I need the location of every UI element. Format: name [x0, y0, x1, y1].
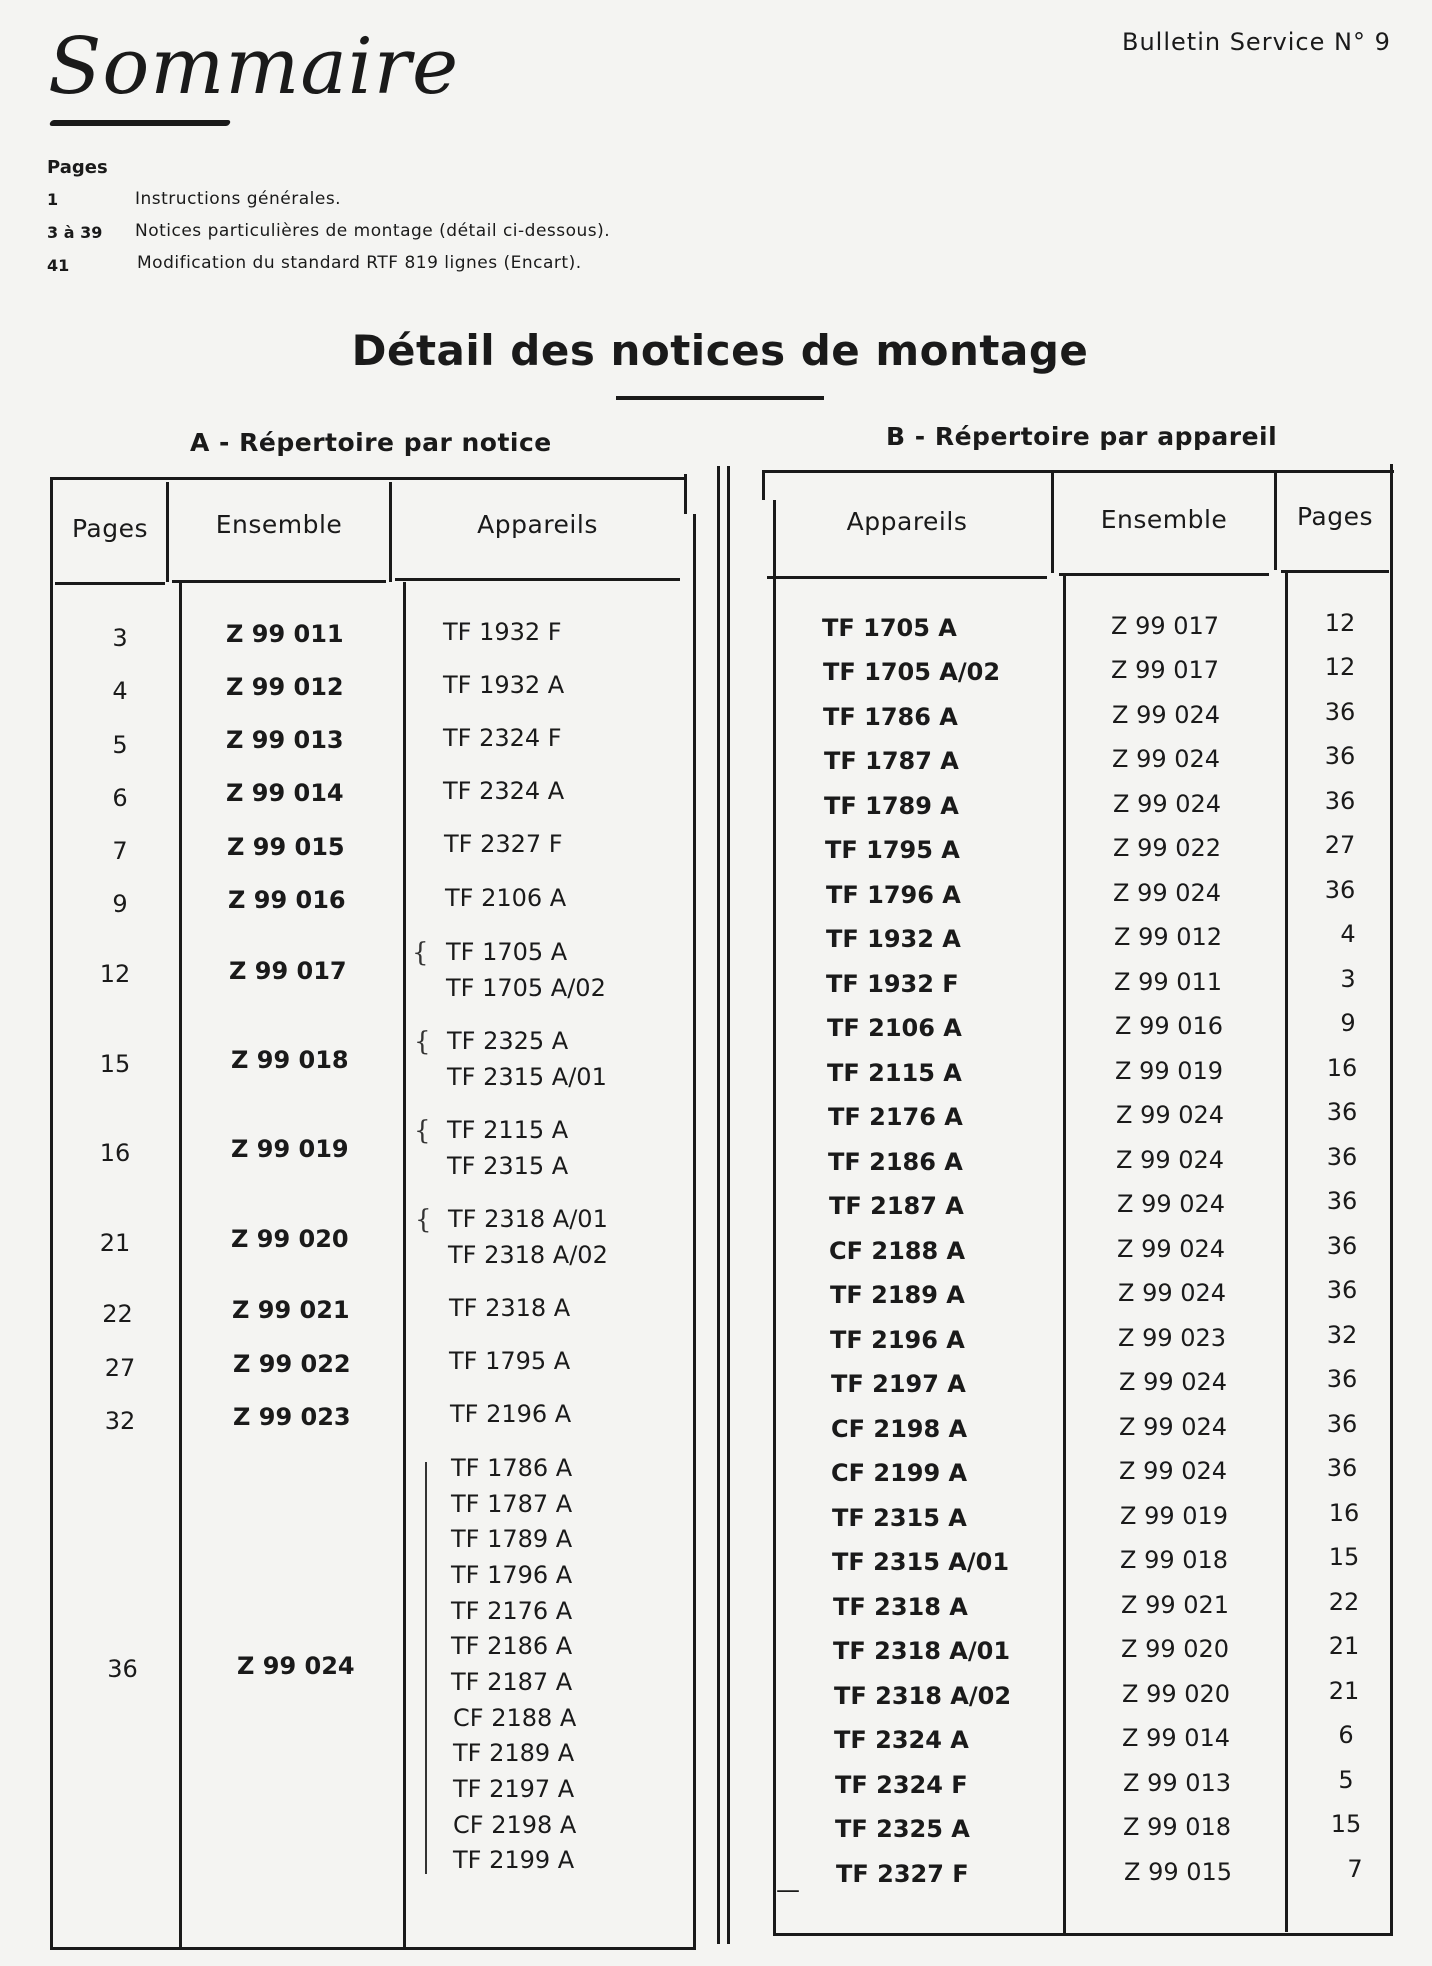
table-a-appareil: CF 2188 A: [453, 1704, 577, 1732]
table-b-ensemble: Z 99 020: [1121, 1635, 1230, 1663]
table-b-ensemble: Z 99 023: [1118, 1324, 1227, 1352]
table-b-ensemble: Z 99 013: [1123, 1769, 1232, 1797]
table-b-ensemble: Z 99 022: [1113, 834, 1222, 862]
table-a-ensemble: Z 99 018: [231, 1046, 349, 1074]
table-a-appareil: TF 2318 A: [449, 1294, 571, 1322]
table-b-ensemble: Z 99 015: [1124, 1858, 1233, 1886]
table-a-appareil: TF 2176 A: [451, 1597, 573, 1625]
table-a-ensemble: Z 99 024: [237, 1652, 355, 1680]
table-a-appareil: TF 2324 A: [443, 777, 565, 805]
table-b-page: 4: [1340, 920, 1356, 948]
table-b-page: 36: [1326, 1098, 1358, 1126]
table-b-page: 12: [1324, 609, 1356, 637]
table-a-page: 12: [99, 960, 131, 988]
table-b-page: 15: [1328, 1543, 1360, 1571]
table-b-page: 36: [1326, 1365, 1358, 1393]
table-a-page: 9: [112, 890, 128, 918]
table-a-ensemble: Z 99 019: [231, 1135, 349, 1163]
table-b-ensemble: Z 99 024: [1113, 790, 1222, 818]
bulletin-label: Bulletin Service N° 9: [1122, 28, 1391, 56]
table-a-appareil: TF 2187 A: [451, 1668, 573, 1696]
table-b-appareil: TF 2315 A: [832, 1504, 967, 1532]
table-a-ensemble: Z 99 021: [232, 1296, 350, 1324]
table-a-appareil: TF 2318 A/01: [448, 1205, 608, 1233]
table-b-ensemble: Z 99 024: [1118, 1279, 1227, 1307]
table-b-header-appareils: Appareils: [846, 507, 968, 536]
table-a-ensemble: Z 99 013: [226, 726, 344, 754]
section-heading: Détail des notices de montage: [351, 326, 1089, 375]
table-a-appareil: TF 2327 F: [444, 830, 563, 858]
table-a-appareil: TF 2199 A: [453, 1846, 575, 1874]
table-b-appareil: TF 1795 A: [825, 836, 960, 864]
toc-text: Instructions générales.: [135, 189, 342, 209]
table-b-page: 21: [1328, 1677, 1360, 1705]
table-a-appareil: TF 2315 A/01: [447, 1063, 607, 1091]
table-a-appareil: TF 2315 A: [447, 1152, 569, 1180]
table-b-appareil: CF 2198 A: [831, 1415, 968, 1443]
arrow-mark-icon: —: [776, 1876, 800, 1904]
table-b-ensemble: Z 99 021: [1121, 1591, 1230, 1619]
table-b-appareil: TF 1932 F: [826, 970, 959, 998]
table-b-ensemble: Z 99 017: [1111, 656, 1220, 684]
table-b-ensemble: Z 99 024: [1116, 1146, 1225, 1174]
table-b-page: 36: [1324, 742, 1356, 770]
table-a-ensemble: Z 99 020: [231, 1225, 349, 1253]
table-b-ensemble: Z 99 024: [1117, 1190, 1226, 1218]
table-a-appareil: TF 2106 A: [445, 884, 567, 912]
table-b-appareil: TF 2327 F: [836, 1860, 969, 1888]
table-b-appareil: TF 2324 F: [835, 1771, 968, 1799]
table-b-ensemble: Z 99 024: [1112, 701, 1221, 729]
toc-text: Modification du standard RTF 819 lignes (Encart).: [137, 253, 582, 273]
table-b-appareil: TF 1705 A/02: [823, 658, 1001, 686]
table-b-appareil: TF 2197 A: [831, 1370, 966, 1398]
table-a-appareil: TF 1787 A: [451, 1490, 573, 1518]
table-b-appareil: TF 2186 A: [828, 1148, 963, 1176]
table-b-appareil: TF 2325 A: [835, 1815, 970, 1843]
table-a-ensemble: Z 99 022: [233, 1350, 351, 1378]
table-a-page: 32: [104, 1407, 136, 1435]
table-a-appareil: TF 2115 A: [447, 1116, 569, 1144]
table-b-appareil: TF 1796 A: [826, 881, 961, 909]
table-a-appareil: TF 1705 A/02: [446, 974, 606, 1002]
table-b-appareil: TF 2318 A/01: [833, 1637, 1011, 1665]
table-b-ensemble: Z 99 011: [1114, 968, 1223, 996]
group-brace: [425, 1462, 427, 1874]
table-b-appareil: TF 2106 A: [827, 1014, 962, 1042]
table-b-ensemble: Z 99 012: [1114, 923, 1223, 951]
table-b-page: 27: [1324, 831, 1356, 859]
table-a-appareil: TF 2324 F: [443, 724, 562, 752]
table-a-appareil: TF 1795 A: [449, 1347, 571, 1375]
table-b-appareil: TF 2196 A: [830, 1326, 965, 1354]
table-b-page: 15: [1330, 1810, 1362, 1838]
table-b-page: 7: [1347, 1855, 1363, 1883]
table-a-page: 4: [112, 677, 128, 705]
table-b-page: 36: [1324, 698, 1356, 726]
table-a-page: 16: [99, 1139, 131, 1167]
toc-page: 41: [47, 256, 70, 275]
table-b-ensemble: Z 99 024: [1116, 1101, 1225, 1129]
table-b-page: 3: [1340, 965, 1356, 993]
table-a-ensemble: Z 99 017: [229, 957, 347, 985]
table-b-appareil: TF 2315 A/01: [832, 1548, 1010, 1576]
table-b-appareil: TF 2176 A: [828, 1103, 963, 1131]
table-b-page: 32: [1326, 1321, 1358, 1349]
table-a-page: 21: [99, 1229, 131, 1257]
heading-rule: [616, 396, 824, 400]
page-title: Sommaire: [48, 22, 460, 112]
table-b-page: 36: [1324, 876, 1356, 904]
table-a-ensemble: Z 99 016: [228, 886, 346, 914]
table-b-appareil: TF 1789 A: [824, 792, 959, 820]
table-b-appareil: CF 2188 A: [829, 1237, 966, 1265]
table-b-page: 9: [1340, 1009, 1356, 1037]
table-a-page: 5: [112, 731, 128, 759]
table-a-ensemble: Z 99 014: [226, 779, 344, 807]
table-b-appareil: TF 2318 A/02: [834, 1682, 1012, 1710]
table-b-page: 36: [1324, 787, 1356, 815]
table-b-page: 5: [1338, 1766, 1354, 1794]
table-a-appareil: TF 1796 A: [451, 1561, 573, 1589]
section-a-title: A - Répertoire par notice: [190, 428, 552, 457]
table-a-appareil: TF 2197 A: [453, 1775, 575, 1803]
table-b-ensemble: Z 99 018: [1120, 1546, 1229, 1574]
section-b-title: B - Répertoire par appareil: [886, 422, 1278, 451]
table-b-ensemble: Z 99 024: [1113, 879, 1222, 907]
table-b-header-ensemble: Ensemble: [1100, 505, 1228, 534]
table-b-appareil: TF 1786 A: [823, 703, 958, 731]
table-b-ensemble: Z 99 024: [1119, 1413, 1228, 1441]
toc-text: Notices particulières de montage (détail ci-dessous).: [135, 221, 611, 241]
table-b-page: 16: [1328, 1499, 1360, 1527]
table-a-appareil: TF 2196 A: [450, 1400, 572, 1428]
table-a-appareil: TF 2325 A: [447, 1027, 569, 1055]
table-b-header-pages: Pages: [1296, 502, 1374, 531]
table-b-appareil: TF 2115 A: [827, 1059, 962, 1087]
title-underline: [49, 120, 231, 126]
table-a-appareil: TF 2189 A: [453, 1739, 575, 1767]
table-a-page: 6: [112, 784, 128, 812]
table-a-page: 7: [112, 837, 128, 865]
table-a-appareil: TF 1789 A: [451, 1525, 573, 1553]
table-a-header-appareils: Appareils: [477, 510, 598, 539]
table-b-page: 36: [1326, 1410, 1358, 1438]
table-b-page: 36: [1326, 1232, 1358, 1260]
toc-page: 1: [47, 190, 59, 209]
table-b-ensemble: Z 99 024: [1112, 745, 1221, 773]
table-b-ensemble: Z 99 020: [1122, 1680, 1231, 1708]
table-a-appareil: TF 2318 A/02: [448, 1241, 608, 1269]
table-b-ensemble: Z 99 024: [1117, 1235, 1226, 1263]
table-a-ensemble: Z 99 011: [226, 620, 344, 648]
table-b-appareil: TF 1787 A: [824, 747, 959, 775]
table-a-page: 15: [99, 1050, 131, 1078]
table-b-appareil: TF 2318 A: [833, 1593, 968, 1621]
table-a-ensemble: Z 99 012: [226, 673, 344, 701]
table-b-page: 36: [1326, 1187, 1358, 1215]
table-b-appareil: TF 2324 A: [834, 1726, 969, 1754]
table-b-ensemble: Z 99 024: [1119, 1368, 1228, 1396]
table-a-header-pages: Pages: [71, 514, 149, 543]
table-a-appareil: TF 1932 A: [443, 671, 565, 699]
table-b-ensemble: Z 99 017: [1111, 612, 1220, 640]
table-a-header-ensemble: Ensemble: [215, 510, 343, 539]
table-a-appareil: TF 2186 A: [451, 1632, 573, 1660]
table-b-ensemble: Z 99 024: [1119, 1457, 1228, 1485]
table-b-page: 21: [1328, 1632, 1360, 1660]
toc-pages-label: Pages: [47, 157, 108, 178]
table-a-appareil: CF 2198 A: [453, 1811, 577, 1839]
table-a-page: 22: [102, 1300, 133, 1328]
table-b-appareil: TF 1932 A: [826, 925, 961, 953]
table-b-page: 6: [1338, 1721, 1354, 1749]
table-b-page: 16: [1326, 1054, 1358, 1082]
table-b-ensemble: Z 99 019: [1115, 1057, 1224, 1085]
table-b-ensemble: Z 99 019: [1120, 1502, 1229, 1530]
table-a-page: 3: [112, 624, 128, 652]
table-b-page: 12: [1324, 653, 1356, 681]
table-b-page: 36: [1326, 1454, 1358, 1482]
table-a-ensemble: Z 99 015: [227, 833, 345, 861]
table-a-appareil: TF 1705 A: [446, 938, 568, 966]
table-a-ensemble: Z 99 023: [233, 1403, 351, 1431]
table-b-ensemble: Z 99 018: [1123, 1813, 1232, 1841]
table-a-appareil: TF 1786 A: [451, 1454, 573, 1482]
table-a-page: 27: [104, 1354, 136, 1382]
table-b-ensemble: Z 99 014: [1122, 1724, 1231, 1752]
table-b-appareil: CF 2199 A: [831, 1459, 968, 1487]
table-a-page: 36: [107, 1655, 138, 1683]
table-b-ensemble: Z 99 016: [1115, 1012, 1224, 1040]
table-b-appareil: TF 2189 A: [830, 1281, 965, 1309]
table-b-appareil: TF 2187 A: [829, 1192, 964, 1220]
table-b-page: 36: [1326, 1143, 1358, 1171]
table-b-page: 22: [1328, 1588, 1360, 1616]
table-b-page: 36: [1326, 1276, 1358, 1304]
table-a-appareil: TF 1932 F: [443, 618, 562, 646]
table-b-appareil: TF 1705 A: [822, 614, 957, 642]
toc-page: 3 à 39: [47, 223, 103, 242]
